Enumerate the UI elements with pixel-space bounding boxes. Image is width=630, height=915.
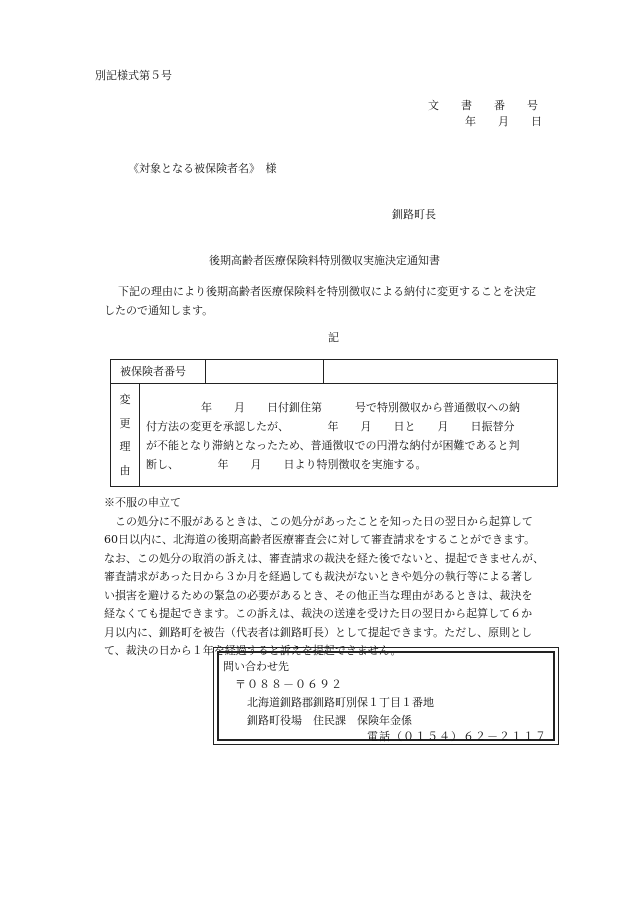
reason-text (140, 384, 558, 487)
reason-line: 年 月 日付釧住第 号で特別徴収から普通徴収への納 (146, 401, 520, 414)
contact-address: 北海道釧路郡釧路町別保１丁目１番地 (247, 696, 434, 709)
document-title: 後期高齢者医療保険料特別徴収実施決定通知書 (209, 254, 440, 267)
appeal-line: 月以内に、釧路町を被告（代表者は釧路町長）として提起できます。ただし、原則とし (104, 625, 533, 639)
insured-number-row (111, 360, 558, 384)
contact-postal: 〒０８８－０６９２ (235, 678, 343, 691)
insured-number-label: 被保険者番号 (111, 360, 206, 383)
intro-line: 下記の理由により後期高齢者医療保険料を特別徴収による納付に変更することを決定 (118, 285, 536, 298)
intro-text (104, 282, 604, 320)
addressee: 《対象となる被保険者名》 様 (128, 162, 277, 175)
document-number-label: 文 書 番 号 (428, 99, 538, 112)
reason-label-char: 変 (119, 393, 131, 406)
contact-phone: 電話（０１５４）６２－２１１７ (367, 730, 547, 743)
date-label: 年 月 日 (465, 115, 542, 128)
appeal-line: 60日以内に、北海道の後期高齢者医療審査会に対して審査請求をすることができます。 (104, 533, 536, 546)
appeal-line: 審査請求があった日から３か月を経過しても裁決がないときや処分の執行等による著し (104, 570, 533, 583)
reason-label-char: 更 (119, 416, 131, 430)
reason-label-char: 理 (119, 440, 131, 453)
form-number: 別記様式第５号 (95, 69, 172, 82)
contact-box (213, 647, 559, 745)
reason-table (110, 359, 558, 487)
reason-label-char: 由 (119, 463, 131, 477)
appeal-line: て、裁決の日から１年を経過すると訴えを提起できません。 (104, 644, 402, 657)
reason-line: 断し、 年 月 日より特別徴収を実施する。 (146, 458, 427, 471)
reason-line: 付方法の変更を承認したが、 年 月 日と 月 日振替分 (146, 420, 515, 433)
contact-heading: 問い合わせ先 (223, 660, 289, 673)
issuer: 釧路町長 (392, 208, 436, 221)
contact-box-inner (217, 651, 555, 741)
appeal-line: い損害を避けるための緊急の必要があるとき、その他正当な理由があるときは、裁決を (104, 588, 533, 602)
insured-number-value (206, 360, 324, 383)
appeal-line: この処分に不服があるときは、この処分があったことを知った日の翌日から起算して (104, 514, 533, 528)
appeal-line: なお、この処分の取消の訴えは、審査請求の裁決を経た後でないと、提起できませんが、 (104, 551, 544, 565)
appeal-heading: ※不服の申立て (104, 496, 181, 509)
reason-line: が不能となり滞納となったため、普通徴収での円滑な納付が困難であると判 (146, 439, 520, 452)
appeal-section (104, 494, 624, 661)
ki-marker: 記 (328, 331, 339, 344)
reason-label (111, 384, 140, 487)
intro-line: したので通知します。 (104, 304, 214, 317)
contact-office: 釧路町役場 住民課 保険年金係 (247, 714, 412, 727)
appeal-line: 経なくても提起できます。この訴えは、裁決の送達を受けた日の翌日から起算して６か (104, 607, 533, 620)
